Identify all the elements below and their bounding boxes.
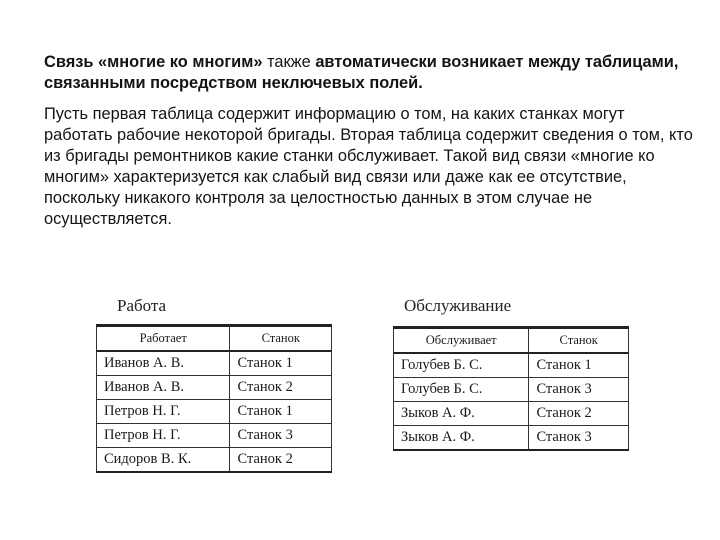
cell-machine: Станок 2 [529, 402, 629, 426]
table-row [97, 351, 332, 376]
table-obsluzhivanie [393, 326, 629, 451]
cell-machine: Станок 2 [230, 448, 332, 473]
table-caption-rabota: Работа [117, 296, 167, 315]
cell-worker: Зыков А. Ф. [394, 426, 529, 451]
cell-machine: Станок 1 [230, 400, 332, 424]
cell-machine: Станок 3 [529, 426, 629, 451]
table-row [97, 376, 332, 400]
cell-worker: Сидоров В. К. [97, 448, 230, 473]
table-row [97, 424, 332, 448]
column-header: Работает [97, 326, 230, 352]
table-rabota [96, 324, 332, 473]
cell-worker: Петров Н. Г. [97, 424, 230, 448]
column-header: Станок [529, 328, 629, 354]
cell-machine: Станок 3 [529, 378, 629, 402]
cell-worker: Голубев Б. С. [394, 353, 529, 378]
cell-worker: Петров Н. Г. [97, 400, 230, 424]
heading-part-2: также [267, 53, 311, 71]
table-row [97, 448, 332, 473]
body-paragraph: Пусть первая таблица содержит информацию о том, на каких станках могут работать рабочие некоторой бригады. Вторая таблица содержит сведения о том, кто из бригады ремонтников какие станки обслуживает. Такой вид связи «многие ко многим» характеризуется как слабый вид связи или даже как ее отсутствие, поскольку никакого контроля за целостностью данных в этом случае не осуществляется. [44, 105, 693, 228]
cell-worker: Зыков А. Ф. [394, 402, 529, 426]
heading-part-1: Связь «многие ко многим» [44, 53, 268, 71]
column-header: Обслуживает [394, 328, 529, 354]
table-row [394, 378, 629, 402]
cell-machine: Станок 1 [529, 353, 629, 378]
cell-worker: Иванов А. В. [97, 351, 230, 376]
column-header: Станок [230, 326, 332, 352]
heading-part-3: автоматически возникает между таблицами, связанными посредством неключевых полей. [44, 53, 679, 92]
cell-worker: Голубев Б. С. [394, 378, 529, 402]
table-row [394, 402, 629, 426]
table-header-row [97, 326, 332, 352]
table-row [97, 400, 332, 424]
table-caption-obsluzhivanie: Обслуживание [404, 296, 512, 315]
cell-machine: Станок 3 [230, 424, 332, 448]
cell-worker: Иванов А. В. [97, 376, 230, 400]
table-header-row [394, 328, 629, 354]
table-row [394, 353, 629, 378]
cell-machine: Станок 2 [230, 376, 332, 400]
cell-machine: Станок 1 [230, 351, 332, 376]
slide-heading [44, 52, 684, 94]
table-row [394, 426, 629, 451]
